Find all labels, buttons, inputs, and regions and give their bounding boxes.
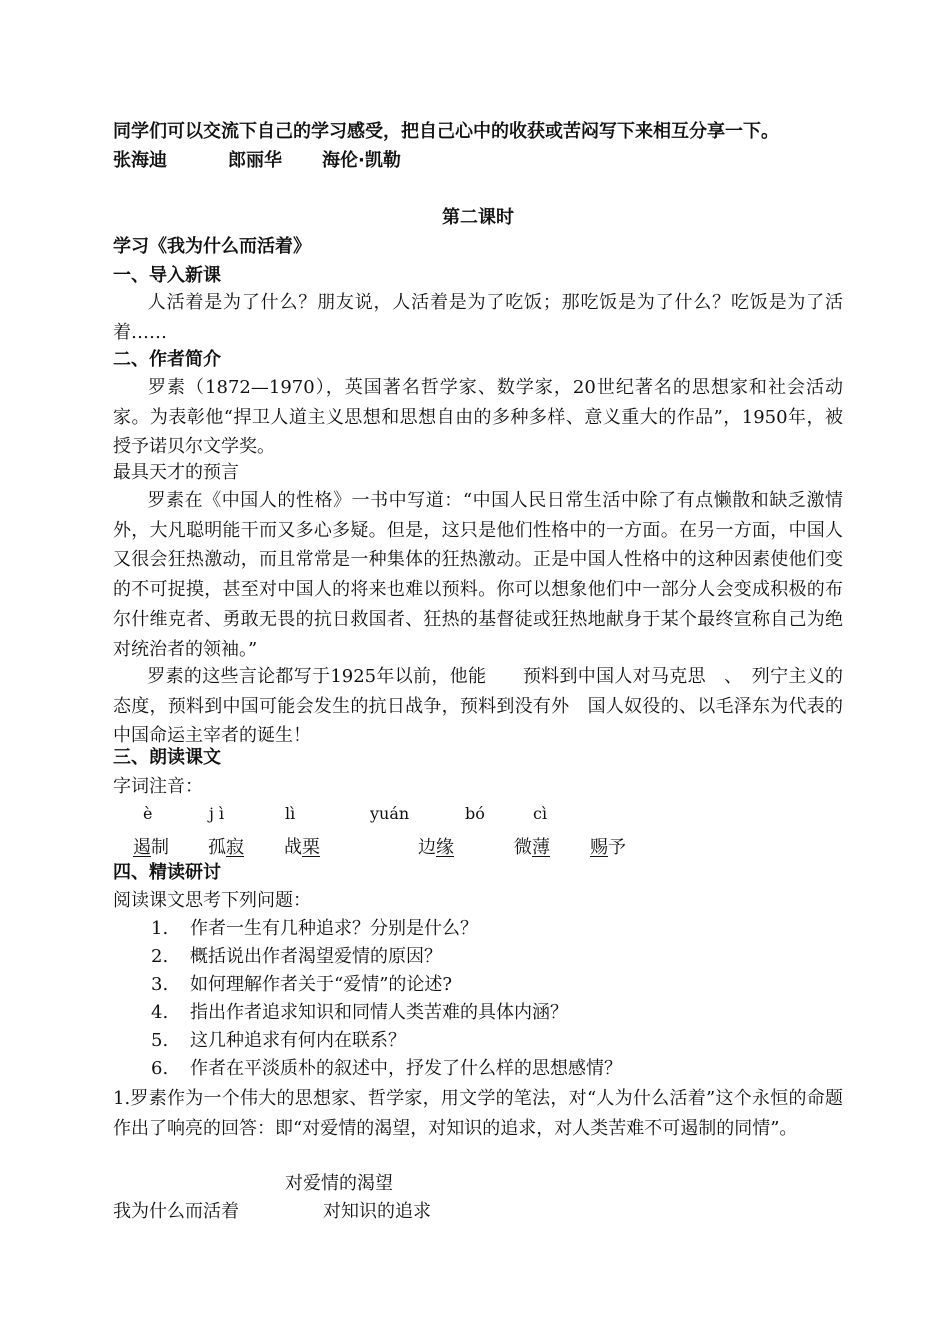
vocab-pinyin: j ì [209, 804, 225, 823]
prophecy-paragraph: 罗素在《中国人的性格》一书中写道：“中国人民日常生活中除了有点懒散和缺乏激情外，大凡聪明能干而又多心多疑。但是，这只是他们性格中的一方面。在另一方面，中国人又很会狂热激动，而且常常是一种集体的狂热激动。正是中国人性格中的这种因素使他们变的不可捉摸，甚至对中国人的将来也难以预料。你可以想象他们中一部分人会变成积极的布尔什维克者、勇敢无畏的抗日救国者、狂热的基督徒或狂热地献身于某个最终宣称自己为绝对统治者的领袖。” [113, 490, 843, 660]
section-heading-reading: 三、朗读课文 [113, 747, 221, 768]
vocab-pinyin: yuán [370, 804, 410, 823]
vocab-word: 遏制 [133, 837, 169, 858]
question-item: 1. 作者一生有几种追求？分别是什么？ [151, 918, 478, 939]
vocab-word: 战栗 [284, 837, 320, 858]
intro-paragraph: 人活着是为了什么？朋友说，人活着是为了吃饭；那吃饭是为了什么？吃饭是为了活着…… [113, 292, 843, 343]
prophecy-title: 最具天才的预言 [113, 462, 239, 483]
diagram-branch-knowledge: 对知识的追求 [323, 1201, 431, 1222]
question-item: 6. 作者在平淡质朴的叙述中，抒发了什么样的思想感情？ [151, 1058, 622, 1079]
lesson-title: 第二课时 [442, 207, 514, 228]
section-heading-intro: 一、导入新课 [113, 265, 221, 286]
question-item: 5. 这几种追求有何内在联系？ [151, 1030, 406, 1051]
vocab-pinyin: cì [533, 804, 548, 823]
name-lang-lihua: 郎丽华 [228, 150, 282, 171]
vocab-label: 字词注音： [113, 776, 203, 797]
diagram-branch-love: 对爱情的渴望 [285, 1173, 393, 1194]
questions-intro: 阅读课文思考下列问题： [113, 890, 311, 911]
answer-paragraph: 1.罗素作为一个伟大的思想家、哲学家，用文学的笔法，对“人为什么活着”这个永恒的命题作出了响亮的回答：即“对爱情的渴望，对知识的追求，对人类苦难不可遏制的同情”。 [113, 1088, 843, 1139]
prophecy-paragraph-2: 罗素的这些言论都写于1925年以前，他能 预料到中国人对马克思 、 列宁主义的态度，预料到中国可能会发生的抗日战争，预料到没有外 国人奴役的、以毛泽东为代表的中国命运主宰者的诞生！ [113, 666, 843, 747]
question-item: 4. 指出作者追求知识和同情人类苦难的具体内涵？ [151, 1002, 568, 1023]
author-paragraph: 罗素（1872—1970），英国著名哲学家、数学家，20世纪著名的思想家和社会活动家。为表彰他“捍卫人道主义思想和思想自由的多种多样、意义重大的作品”，1950年，被授予诺贝尔文学奖。 [113, 377, 843, 458]
vocab-pinyin: bó [465, 804, 485, 823]
section-heading-study: 四、精读研讨 [113, 862, 221, 883]
question-item: 2. 概括说出作者渴望爱情的原因？ [151, 946, 442, 967]
vocab-word: 赐予 [590, 837, 626, 858]
name-helen-keller: 海伦·凯勒 [322, 150, 401, 171]
name-zhang-haidi: 张海迪 [113, 150, 167, 171]
intro-line: 同学们可以交流下自己的学习感受，把自己心中的收获或苦闷写下来相互分享一下。 [113, 121, 779, 142]
vocab-word: 微薄 [514, 837, 550, 858]
vocab-word: 边缘 [418, 837, 454, 858]
vocab-pinyin: è [143, 804, 153, 823]
study-title: 学习《我为什么而活着》 [113, 236, 311, 257]
vocab-pinyin: lì [285, 804, 296, 823]
diagram-root: 我为什么而活着 [113, 1201, 239, 1222]
question-item: 3. 如何理解作者关于“爱情”的论述? [151, 974, 453, 995]
section-heading-author: 二、作者简介 [113, 349, 221, 370]
vocab-word: 孤寂 [208, 837, 244, 858]
